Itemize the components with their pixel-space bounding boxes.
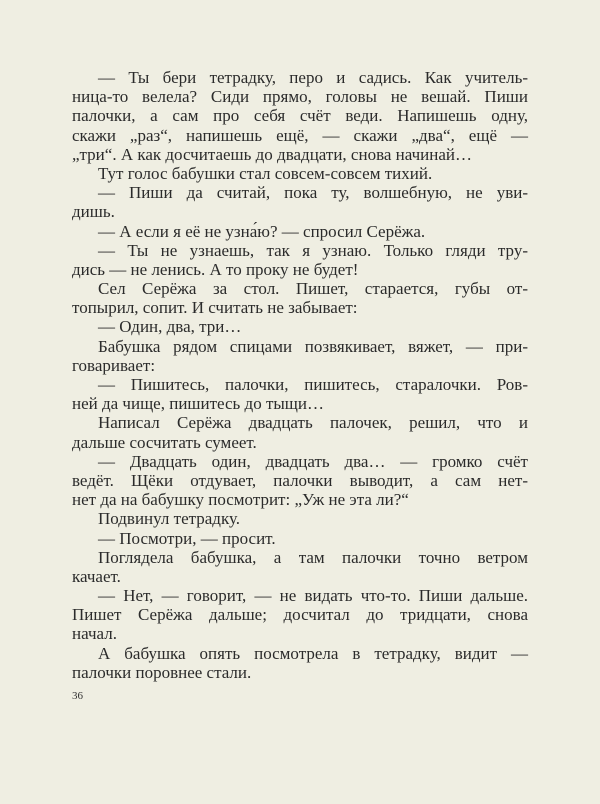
text-line: — А если я её не узна́ю? — спросил Серёжа. <box>98 221 426 241</box>
text-line: — Пишитесь, палочки, пишитесь, старалочки. Ров- <box>98 375 528 394</box>
text-line: Бабушка рядом спицами позвякивает, вяжет, — при- <box>98 336 528 356</box>
text-line: говаривает: <box>72 355 156 375</box>
text-line: ница-то велела? Сиди прямо, головы не вешай. Пиши <box>72 87 528 107</box>
page-text <box>72 68 528 682</box>
text-line: ведёт. Щёки отдувает, палочки выводит, а сам нет- <box>72 470 528 490</box>
text-line: Подвинул тетрадку. <box>98 509 241 529</box>
text-line: — Один, два, три… <box>98 317 242 337</box>
text-line: „три“. А как досчитаешь до двадцати, снова начинай… <box>72 144 473 164</box>
text-line: — Пиши да считай, пока ту, волшебную, не уви- <box>98 183 528 203</box>
text-line: Пишет Серёжа дальше; досчитал до тридцати, снова <box>72 605 528 625</box>
text-line: Поглядела бабушка, а там палочки точно ветром <box>98 547 528 567</box>
text-line: Тут голос бабушки стал совсем-совсем тихий. <box>98 163 433 183</box>
text-line: дишь. <box>72 202 115 222</box>
page-number: 36 <box>72 690 83 702</box>
text-line: — Ты бери тетрадку, перо и садись. Как учитель- <box>98 68 528 87</box>
text-line: начал. <box>72 624 117 644</box>
text-line: — Посмотри, — просит. <box>98 528 276 548</box>
text-line: — Двадцать один, двадцать два… — громко счёт <box>98 451 528 471</box>
text-line: топырил, сопит. И считать не забывает: <box>72 298 358 318</box>
text-line: дальше сосчитать сумеет. <box>72 432 257 452</box>
text-line: — Ты не узнаешь, так я узнаю. Только гляди тру- <box>98 240 528 260</box>
text-line: скажи „раз“, напишешь ещё, — скажи „два“, ещё — <box>72 125 528 145</box>
text-line: нет да на бабушку посмотрит: „Уж не эта ли?“ <box>72 490 409 510</box>
text-line: ней да чище, пишитесь до тыщи… <box>72 394 324 414</box>
text-line: А бабушка опять посмотрела в тетрадку, видит — <box>98 643 528 663</box>
text-line: Написал Серёжа двадцать палочек, решил, что и <box>98 413 528 433</box>
text-line: качает. <box>72 566 121 586</box>
text-line: — Нет, — говорит, — не видать что-то. Пиши дальше. <box>98 586 528 606</box>
text-line: палочки поровнее стали. <box>72 662 252 682</box>
text-line: палочки, а сам про себя счёт веди. Напишешь одну, <box>72 106 528 126</box>
text-line: дись — не ленись. А то проку не будет! <box>72 259 359 279</box>
text-line: Сел Серёжа за стол. Пишет, старается, губы от- <box>98 279 528 299</box>
